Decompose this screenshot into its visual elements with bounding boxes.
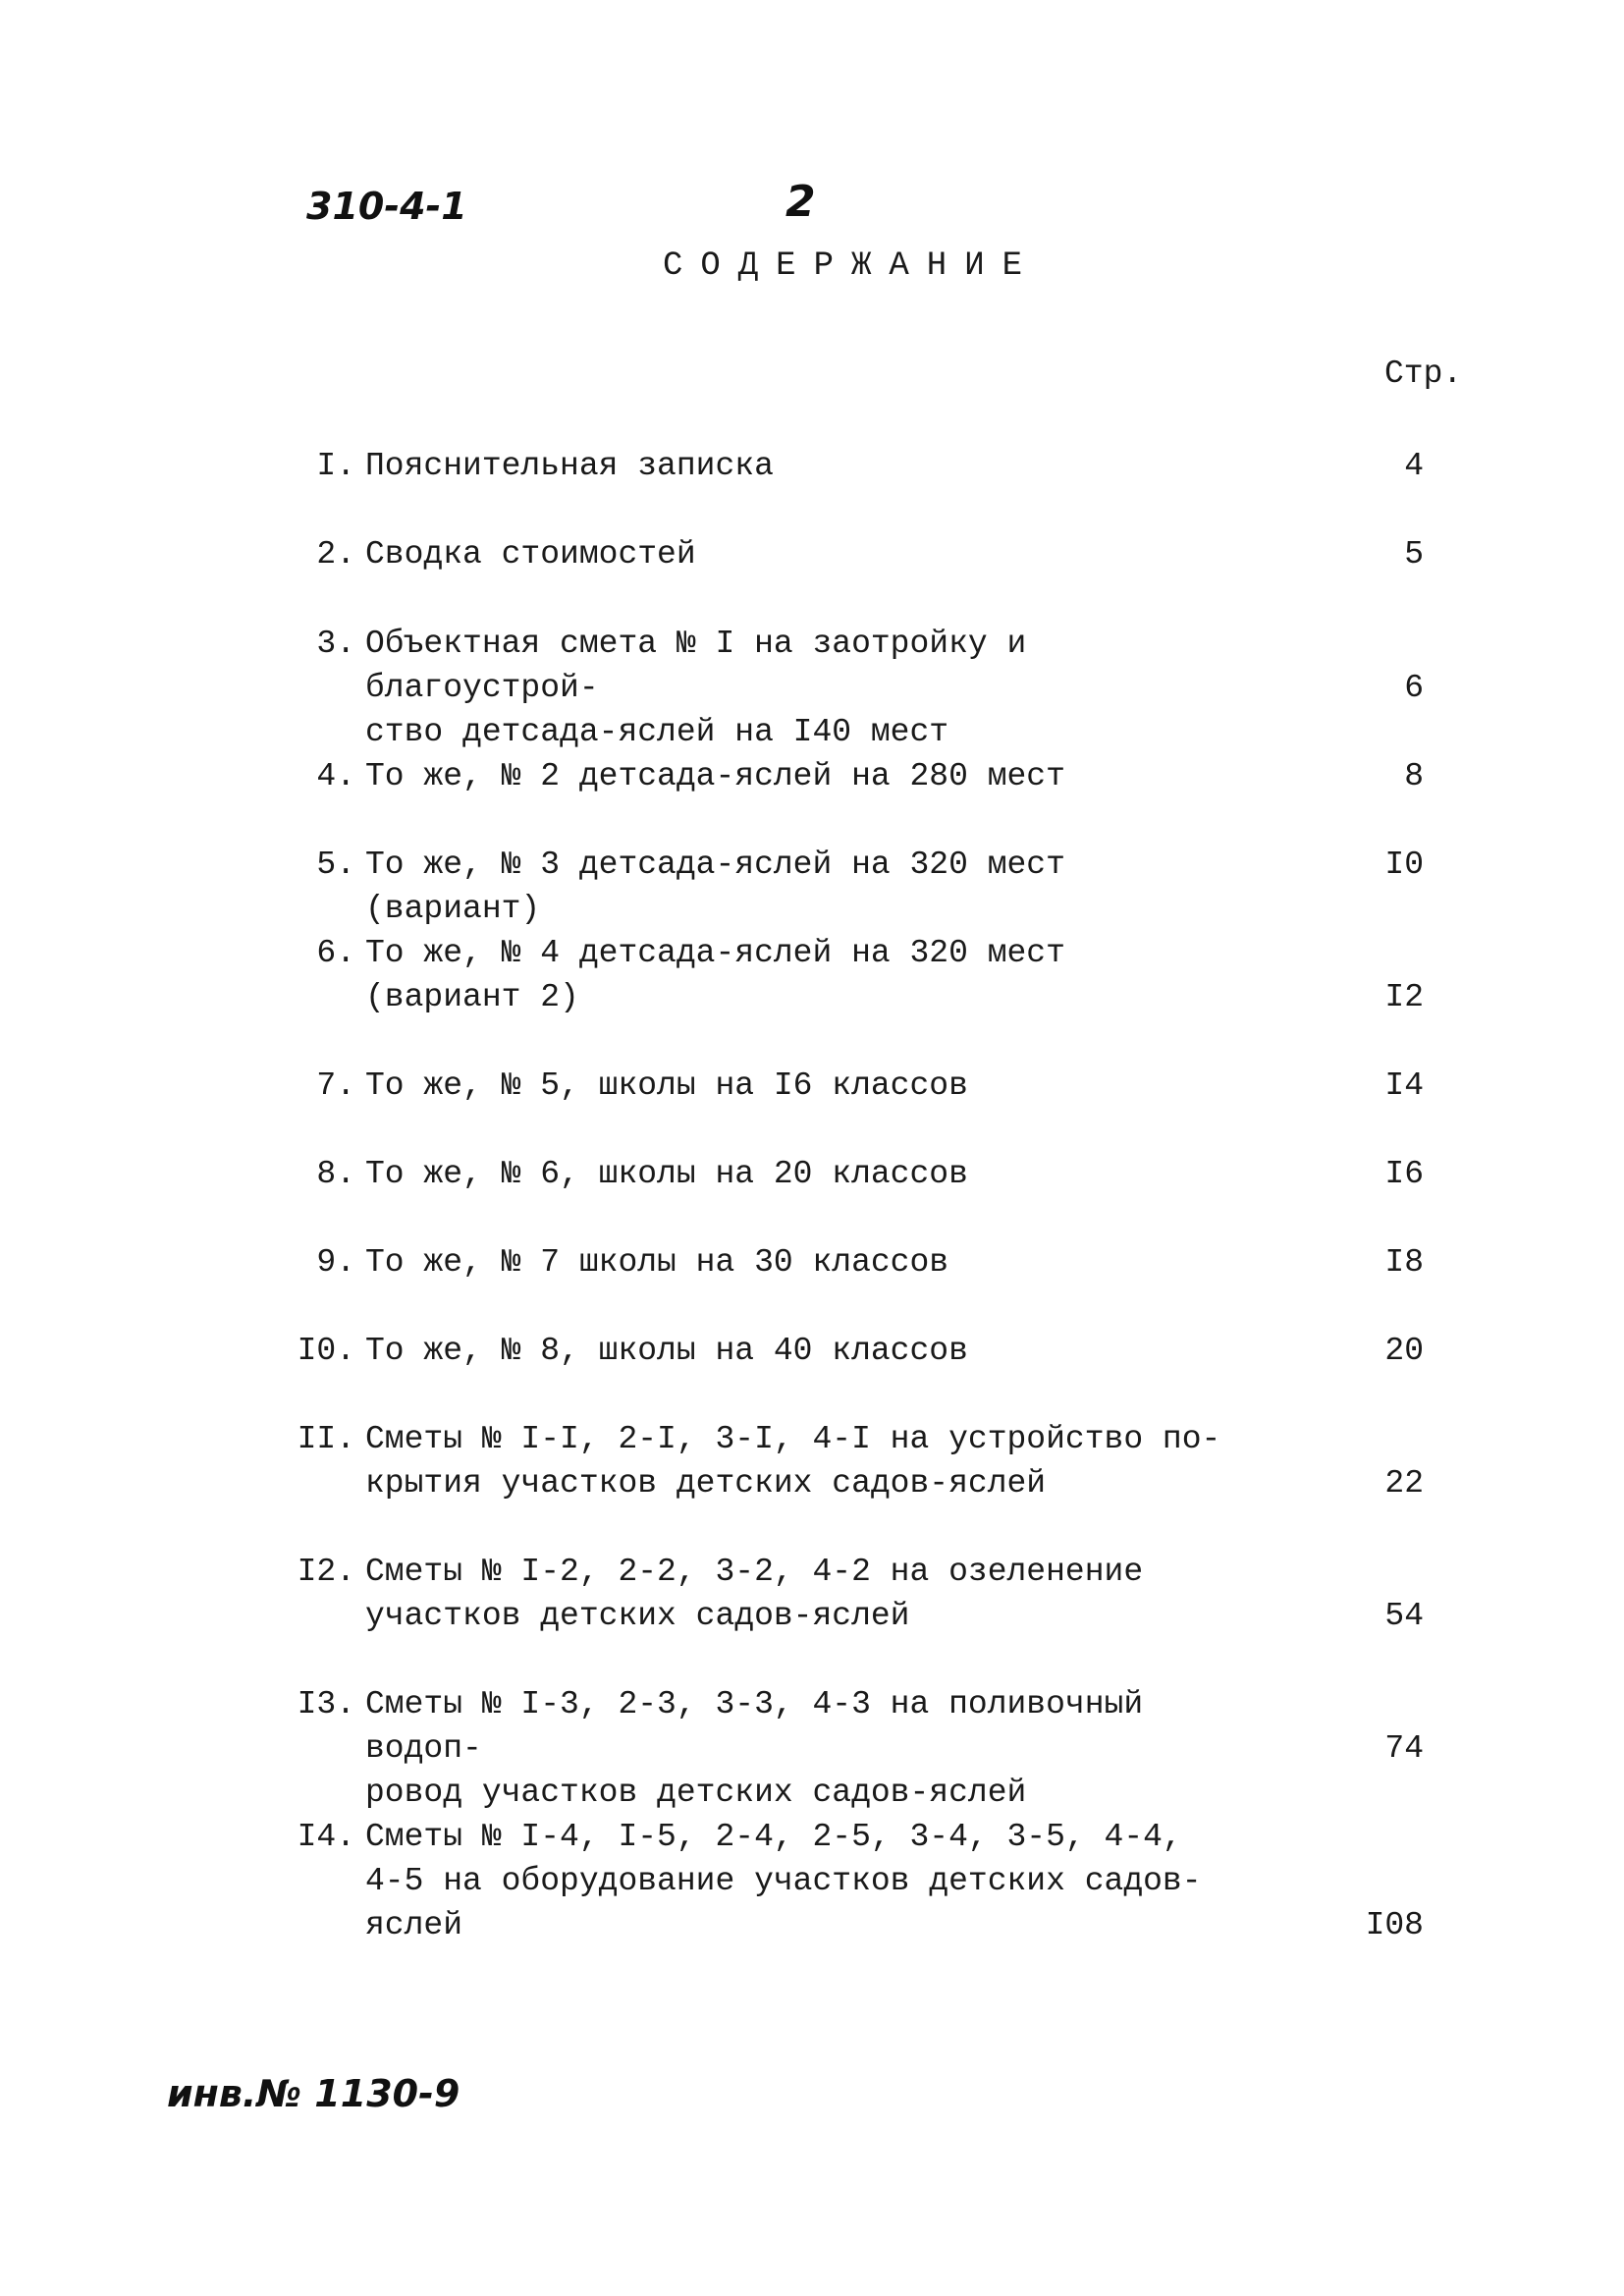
- toc-entry-number: 9.: [316, 1244, 355, 1281]
- toc-entry-text: Сметы № I-2, 2-2, 3-2, 4-2 на озеленение участков детских садов-яслей: [365, 1554, 1144, 1634]
- toc-entry-page: I4: [1384, 1067, 1424, 1104]
- toc-entry-page: I8: [1384, 1244, 1424, 1281]
- toc-entry-text: Сметы № I-I, 2-I, 3-I, 4-I на устройство по- крытия участков детских садов-яслей: [365, 1421, 1221, 1502]
- toc-entry-number: 4.: [316, 758, 355, 794]
- toc-entry-number: 8.: [316, 1156, 355, 1192]
- toc-entry-number: 2.: [316, 536, 355, 573]
- toc-entry-text: То же, № 2 детсада-яслей на 280 мест: [365, 758, 1065, 794]
- inventory-number: инв.№ 1130-9: [167, 2072, 460, 2115]
- toc-entry-text: То же, № 8, школы на 40 классов: [365, 1333, 968, 1369]
- page-column-header: Стр.: [1384, 355, 1463, 392]
- toc-entry-number: 6.: [316, 935, 355, 971]
- toc-entry-number: I2.: [297, 1554, 355, 1590]
- toc-entry-number: I4.: [297, 1819, 355, 1855]
- toc-entry-text: Пояснительная записка: [365, 448, 774, 484]
- toc-entry-page: I0: [1384, 847, 1424, 883]
- page-number: 2: [785, 177, 816, 227]
- toc-entry-page: 6: [1404, 670, 1424, 706]
- toc-entry-page: I08: [1365, 1907, 1424, 1943]
- toc-entry-text: То же, № 5, школы на I6 классов: [365, 1067, 968, 1104]
- toc-entry-text: Объектная смета № I на заотройку и благоустрой- ство детсада-яслей на I40 мест: [365, 626, 1027, 750]
- toc-entry-number: I.: [316, 448, 355, 484]
- toc-entry-page: 54: [1384, 1598, 1424, 1634]
- toc-entry-page: 5: [1404, 536, 1424, 573]
- toc-entry-page: 20: [1384, 1333, 1424, 1369]
- toc-entry-text: То же, № 6, школы на 20 классов: [365, 1156, 968, 1192]
- toc-entry-number: II.: [297, 1421, 355, 1457]
- toc-entry-page: 22: [1384, 1465, 1424, 1502]
- toc-entry-page: I2: [1384, 979, 1424, 1015]
- toc-entry-text: Сводка стоимостей: [365, 536, 696, 573]
- toc-entry-text: То же, № 7 школы на 30 классов: [365, 1244, 949, 1281]
- toc-entry-page: 8: [1404, 758, 1424, 794]
- toc-entry-page: I6: [1384, 1156, 1424, 1192]
- toc-entry-page: 4: [1404, 448, 1424, 484]
- toc-entry-number: I0.: [297, 1333, 355, 1369]
- document-code: 310-4-1: [306, 185, 467, 228]
- toc-entry-text: Сметы № I-4, I-5, 2-4, 2-5, 3-4, 3-5, 4-4, 4-5 на оборудование участков детских садов- яслей: [365, 1819, 1202, 1943]
- toc-entry-number: 3.: [316, 626, 355, 662]
- toc-entry-text: То же, № 4 детсада-яслей на 320 мест (вариант 2): [365, 935, 1065, 1015]
- toc-entry-number: 5.: [316, 847, 355, 883]
- toc-entry-number: 7.: [316, 1067, 355, 1104]
- toc-entry-number: I3.: [297, 1686, 355, 1722]
- toc-title: СОДЕРЖАНИЕ: [662, 247, 1041, 285]
- toc-entry-text: То же, № 3 детсада-яслей на 320 мест (вариант): [365, 847, 1065, 927]
- toc-entry-page: 74: [1384, 1730, 1424, 1767]
- toc-entry-text: Сметы № I-3, 2-3, 3-3, 4-3 на поливочный водоп- ровод участков детских садов-яслей: [365, 1686, 1144, 1811]
